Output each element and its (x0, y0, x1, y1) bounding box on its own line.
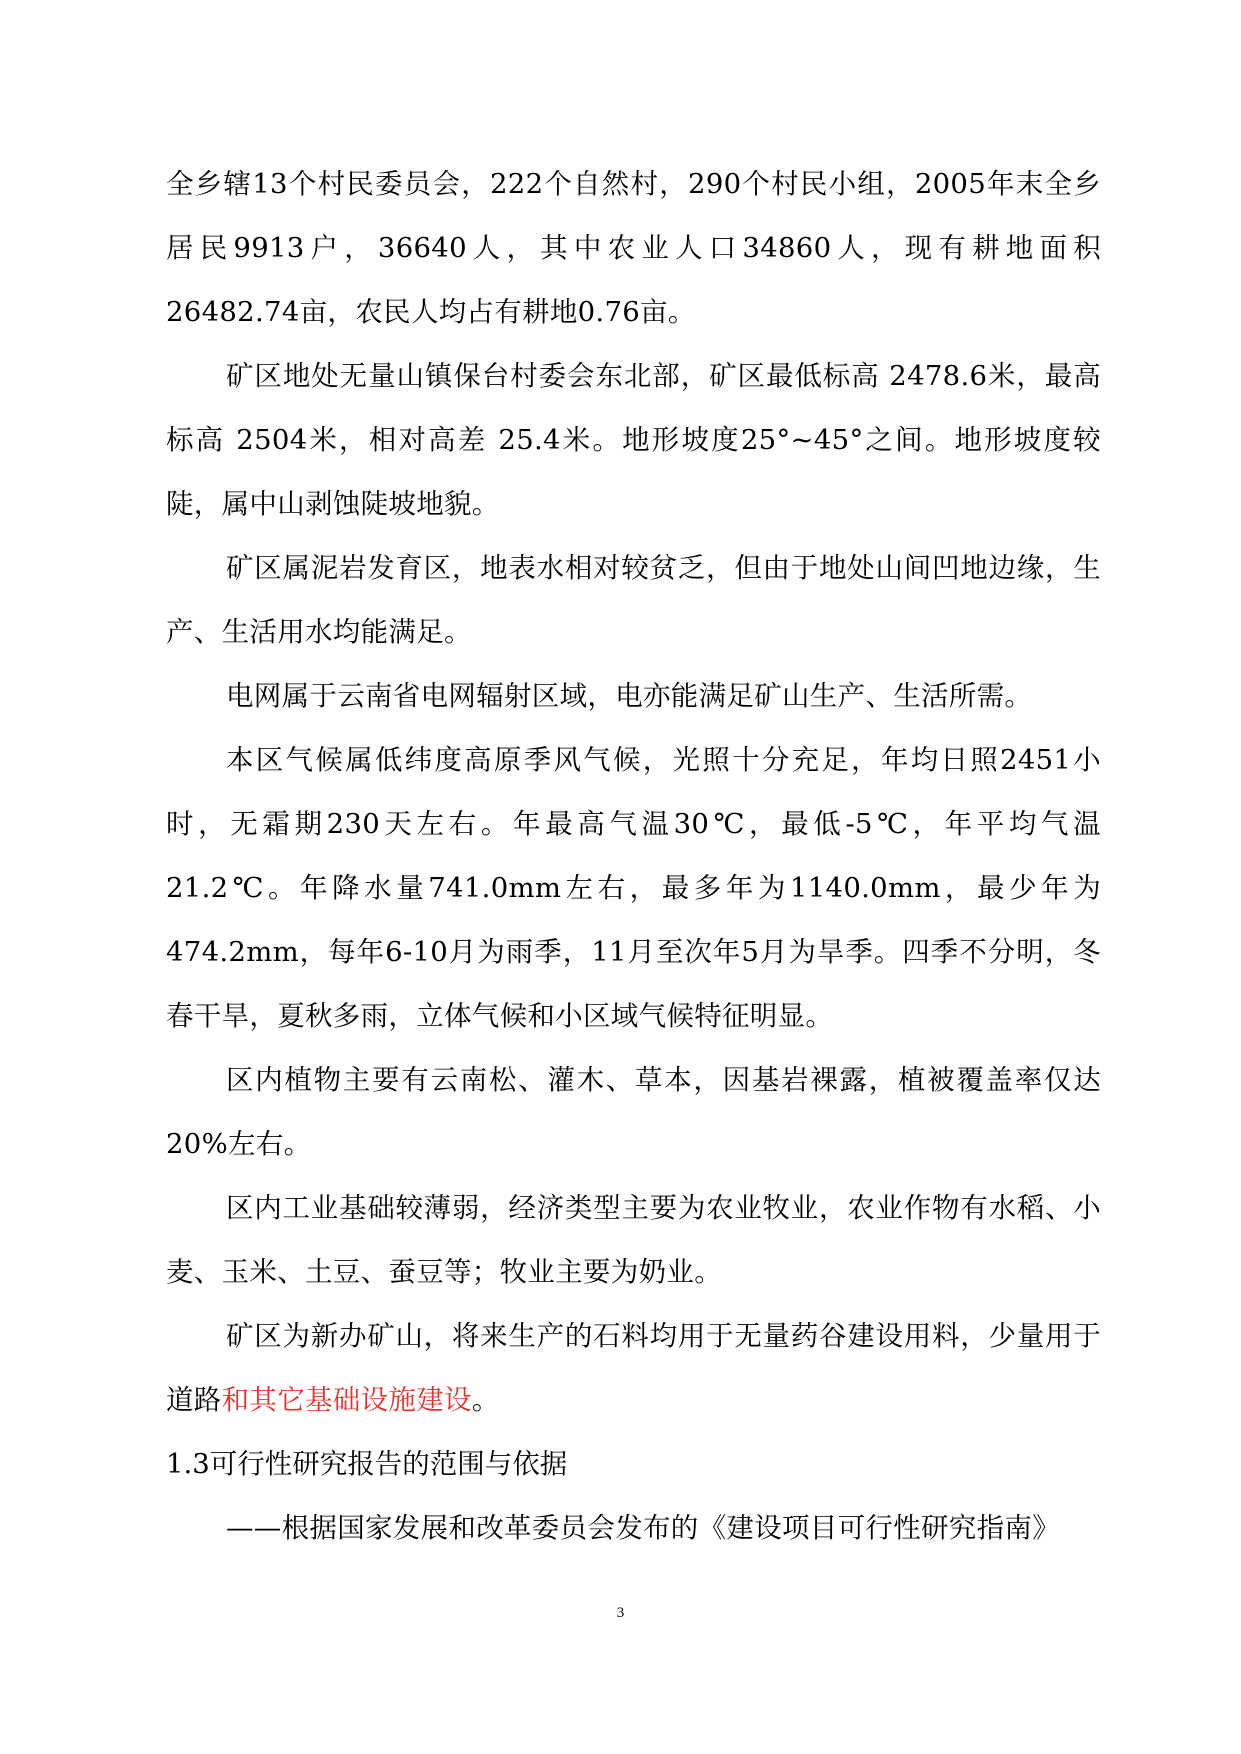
paragraph-power-supply: 电网属于云南省电网辐射区域，电亦能满足矿山生产、生活所需。 (226, 680, 1033, 712)
paragraph-usage (166, 1304, 1101, 1432)
usage-text-end: 。 (471, 1384, 500, 1416)
paragraph-water-supply: 矿区属泥岩发育区，地表水相对较贫乏，但由于地处山间凹地边缘，生产、生活用水均能满足。 (166, 552, 1101, 648)
usage-text: 矿区为新办矿山，将来生产的石料均用于无量药谷建设用料，少量用于道路 (166, 1320, 1101, 1416)
paragraph-climate: 本区气候属低纬度高原季风气候，光照十分充足，年均日照2451小时，无霜期230天左右。年最高气温30℃，最低-5℃，年平均气温21.2℃。年降水量741.0mm左右，最多年为1140.0mm，最少年为474.2mm，每年6-10月为雨季，11月至次年5月为旱季。四季不分明，冬春干旱，夏秋多雨，立体气候和小区域气候特征明显。 (166, 744, 1101, 1032)
document-page (166, 152, 1101, 1560)
paragraph-township-overview: 全乡辖13个村民委员会，222个自然村，290个村民小组，2005年末全乡居民9913户，36640人，其中农业人口34860人，现有耕地面积26482.74亩，农民人均占有耕地0.76亩。 (166, 168, 1101, 328)
highlighted-text: 和其它基础设施建设 (221, 1384, 472, 1416)
paragraph-economy: 区内工业基础较薄弱，经济类型主要为农业牧业，农业作物有水稻、小麦、玉米、土豆、蚕豆等；牧业主要为奶业。 (166, 1192, 1101, 1288)
paragraph-vegetation: 区内植物主要有云南松、灌木、草本，因基岩裸露，植被覆盖率仅达20%左右。 (166, 1064, 1101, 1160)
page-number: 3 (616, 1605, 625, 1621)
section-heading: 1.3可行性研究报告的范围与依据 (166, 1448, 568, 1480)
basis-line: ——根据国家发展和改革委员会发布的《建设项目可行性研究指南》 (226, 1512, 1060, 1544)
paragraph-mining-area-terrain: 矿区地处无量山镇保台村委会东北部，矿区最低标高 2478.6米，最高标高 2504米，相对高差 25.4米。地形坡度25°~45°之间。地形坡度较陡，属中山剥蚀陡坡地貌。 (166, 360, 1101, 520)
